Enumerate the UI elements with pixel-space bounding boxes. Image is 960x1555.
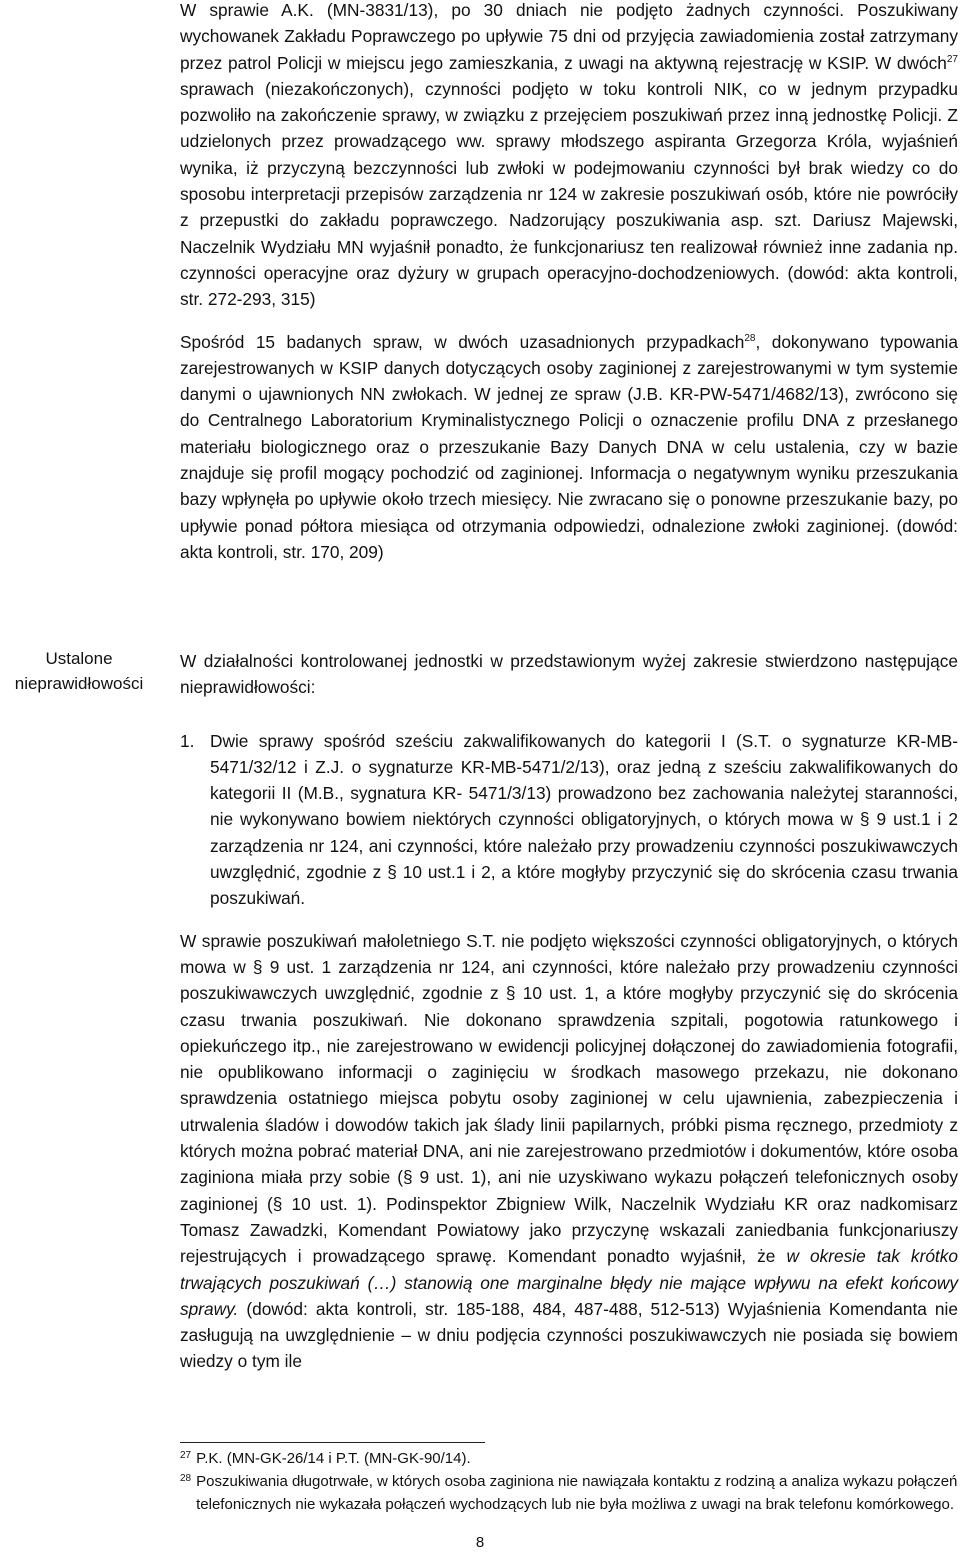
main-text-column xyxy=(180,0,958,565)
list-item-number: 1. xyxy=(180,730,195,751)
irregularities-intro: W działalności kontrolowanej jednostki w przedstawionym wyżej zakresie stwierdzono następujące nieprawidłowości: xyxy=(180,651,958,698)
list-item xyxy=(180,728,958,912)
sidebar-label-line: nieprawidłowości xyxy=(14,674,144,693)
footnote-text: P.K. (MN-GK-26/14 i P.T. (MN-GK-90/14). xyxy=(196,1450,471,1467)
footnote-28 xyxy=(180,1470,958,1516)
footnote-ref-28[interactable]: 28 xyxy=(744,332,756,344)
paragraph-text: Spośród 15 badanych spraw, w dwóch uzasadnionych przypadkach xyxy=(180,331,745,352)
footnote-mark: 28 xyxy=(180,1473,192,1484)
footnote-separator xyxy=(180,1442,485,1443)
irregularities-section xyxy=(180,648,958,1375)
paragraph-text: (dowód: akta kontroli, str. 185-188, 484, 487-488, 512-513) Wyjaśnienia Komendanta nie zasługują na uwzględnienie – w dniu podjęcia czynności poszukiwawczych nie posiada się bowiem wiedzy o tym ile xyxy=(180,1298,958,1372)
paragraph-ak-case xyxy=(180,0,958,313)
quoted-explanation: w okresie tak krótko trwających poszukiwań (…) stanowią one marginalne błędy nie mające wpływu na efekt końcowy sprawy. xyxy=(180,1246,958,1319)
paragraph-text: sprawach (niezakończonych), czynności podjęto w toku kontroli NIK, co w jednym przypadku pozwoliło na zakończenie sprawy, w związku z przejęciem poszukiwań przez inną jednostkę Policji. Z udzielonych przez prowadzącego ww. sprawy młodszego aspiranta Grzegorza Króla, wyjaśnień wynika, iż przyczyną bezczynności lub zwłoki w podejmowaniu czynności był brak wiedzy co do sposobu interpretacji przepisów zarządzenia nr 124 w zakresie poszukiwań osób, które nie powróciły z przepustki do zakładu poprawczego. Nadzorujący poszukiwania asp. szt. Dariusz Majewski, Naczelnik Wydziału MN wyjaśnił ponadto, że funkcjonariusz ten realizował również inne zadania np. czynności operacyjne oraz dyżury w grupach operacyjno-dochodzeniowych. (dowód: akta kontroli, str. 272-293, 315) xyxy=(180,78,958,310)
sidebar-label-line: Ustalone xyxy=(45,649,113,668)
footnote-text: Poszukiwania długotrwałe, w których osoba zaginiona nie nawiązała kontaktu z rodziną a analiza wykazu połączeń telefonicznych nie wykazała połączeń wychodzących lub nie była możliwa z uwagi na brak telefonu komórkowego. xyxy=(196,1473,958,1513)
list-item-text: Dwie sprawy spośród sześciu zakwalifikowanych do kategorii I (S.T. o sygnaturze KR-MB-5471/32/12 i Z.J. o sygnaturze KR-MB-5471/2/13), oraz jedną z sześciu zakwalifikowanych do kategorii II (M.B., sygnatura KR- 5471/3/13) prowadzono bez zachowania należytej staranności, nie wykonywano bowiem niektórych czynności obligatoryjnych, o których mowa w § 9 ust.1 i 2 zarządzenia nr 124, ani czynności, które należało przy prowadzeniu czynności poszukiwawczych uwzględnić, zgodnie z § 10 ust.1 i 2, a które mogłyby przyczynić się do skrócenia czasu trwania poszukiwań. xyxy=(210,730,958,909)
paragraph-text: W sprawie poszukiwań małoletniego S.T. nie podjęto większości czynności obligatoryjnych, o których mowa w § 9 ust. 1 zarządzenia nr 124, ani czynności, które należało przy prowadzeniu czynności poszukiwawczych uwzględnić, zgodnie z § 10 ust. 1, a które mogłyby przyczynić się do skrócenia czasu trwania poszukiwań. Nie dokonano sprawdzenia szpitali, pogotowia ratunkowego i opiekuńczego itp., nie zarejestrowano w ewidencji policyjnej dołączonej do zawiadomienia fotografii, nie opublikowano informacji o zaginięciu w środkach masowego przekazu, nie dokonano sprawdzenia ostatniego miejsca pobytu osoby zaginionej w celu ujawnienia, zabezpieczenia i utrwalenia śladów i dowodów takich jak ślady linii papilarnych, próbki pisma ręcznego, przedmioty z których można pobrać materiał DNA, ani nie zarejestrowano przedmiotów i dokumentów, które osoba zaginiona miała przy sobie (§ 9 ust. 1), ani nie uzyskiwano wykazu połączeń telefonicznych osoby zaginionej (§ 10 ust. 1). Podinspektor Zbigniew Wilk, Naczelnik Wydziału KR oraz nadkomisarz Tomasz Zawadzki, Komendant Powiatowy jako przyczynę wskazali zaniedbania funkcjonariuszy rejestrujących i prowadzącego sprawę. Komendant ponadto wyjaśnił, że xyxy=(180,930,958,1267)
footnotes xyxy=(180,1442,958,1516)
paragraph-dna-search xyxy=(180,329,958,566)
paragraph-text: W sprawie A.K. (MN-3831/13), po 30 dniach nie podjęto żadnych czynności. Poszukiwany wychowanek Zakładu Poprawczego po upływie 75 dni od przyjęcia zawiadomienia został zatrzymany przez patrol Policji w miejscu jego zamieszkania, z uwagi na aktywną rejestrację w KSIP. W dwóch xyxy=(180,0,958,73)
page-number: 8 xyxy=(475,1534,485,1551)
sidebar-section-label xyxy=(0,646,158,696)
paragraph-st-case xyxy=(180,928,958,1375)
paragraph-text: , dokonywano typowania zarejestrowanych w KSIP danych dotyczących osoby zaginionej z zarejestrowanymi w tym systemie danymi o ujawnionych NN zwłokach. W jednej ze spraw (J.B. KR-PW-5471/4682/13), zwrócono się do Centralnego Laboratorium Kryminalistycznego Policji o oznaczenie profilu DNA z przesłanego materiału biologicznego oraz o przeszukanie Bazy Danych DNA w celu ustalenia, czy w bazie znajduje się profil mogący pochodzić od zaginionej. Informacja o negatywnym wyniku przeszukania bazy wpłynęła po upływie około trzech miesięcy. Nie zwracano się o ponowne przeszukanie bazy, po upływie ponad półtora miesiąca od otrzymania odpowiedzi, odnalezione zwłoki zaginionej. (dowód: akta kontroli, str. 170, 209) xyxy=(180,331,959,562)
footnote-27 xyxy=(180,1447,958,1470)
footnote-ref-27[interactable]: 27 xyxy=(946,53,958,65)
footnote-mark: 27 xyxy=(180,1450,192,1461)
